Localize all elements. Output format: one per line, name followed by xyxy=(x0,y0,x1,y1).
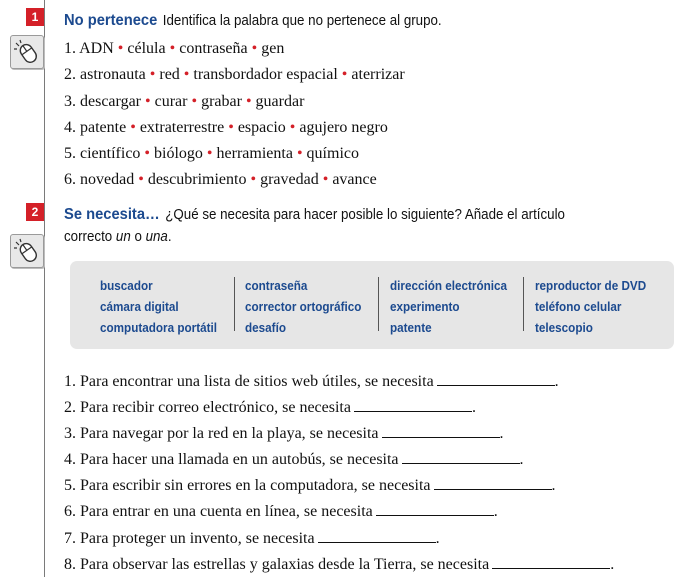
choice-word: descubrimiento xyxy=(147,171,247,189)
bullet-separator: • xyxy=(337,66,352,84)
exercise-2-question xyxy=(64,526,614,552)
exercise-1-item xyxy=(64,141,405,167)
bullet-separator: • xyxy=(113,40,128,57)
bullet-separator: • xyxy=(224,118,238,136)
exercise-1-item xyxy=(64,36,405,62)
answer-blank[interactable] xyxy=(434,477,552,490)
question-end: . xyxy=(471,399,476,417)
margin-rule xyxy=(44,0,45,577)
item-number: 4. xyxy=(64,118,76,136)
mouse-click-icon xyxy=(11,36,45,70)
word-bank-item: patente xyxy=(390,320,432,335)
exercise-2-online-button[interactable] xyxy=(10,234,44,268)
word-bank-item: buscador xyxy=(100,278,153,293)
word-bank-divider xyxy=(378,277,379,331)
question-end: . xyxy=(610,555,615,573)
choice-word: contraseña xyxy=(179,40,248,57)
choice-word: grabar xyxy=(201,92,242,110)
answer-blank[interactable] xyxy=(437,373,555,386)
choice-word: patente xyxy=(80,118,127,136)
question-end: . xyxy=(551,477,556,495)
word-bank-item: reproductor de DVD xyxy=(535,278,647,293)
word-bank-divider xyxy=(523,277,524,331)
question-text: 6. Para entrar en una cuenta en línea, se necesita xyxy=(64,503,373,521)
item-number: 2. xyxy=(64,66,76,84)
bullet-separator: • xyxy=(241,92,256,110)
question-end: . xyxy=(519,451,524,469)
bullet-separator: • xyxy=(202,145,217,163)
answer-blank[interactable] xyxy=(492,556,610,569)
choice-word: transbordador espacial xyxy=(193,66,338,84)
choice-word: novedad xyxy=(80,171,135,189)
choice-word: curar xyxy=(154,92,188,110)
question-end: . xyxy=(554,373,559,390)
choice-word: ADN xyxy=(79,40,114,57)
exercise-1-list xyxy=(64,36,405,194)
bullet-separator: • xyxy=(318,171,333,189)
word-bank-item: contraseña xyxy=(245,278,308,293)
exercise-2-instruction: ¿Qué se necesita para hacer posible lo siguiente? Añade el artículo xyxy=(165,207,565,223)
choice-word: biólogo xyxy=(154,145,203,163)
exercise-1-item xyxy=(64,89,405,115)
exercise-2-questions xyxy=(64,369,614,578)
choice-word: aterrizar xyxy=(351,66,405,84)
exercise-1-header xyxy=(64,12,442,30)
word-bank-item: computadora portátil xyxy=(100,320,218,335)
word-bank xyxy=(70,261,674,349)
bullet-separator: • xyxy=(179,66,194,84)
choice-word: astronauta xyxy=(80,66,146,84)
exercise-2-instruction-line2: correcto un o una. xyxy=(64,229,172,245)
choice-word: descargar xyxy=(80,92,141,110)
exercise-2-question xyxy=(64,473,614,499)
bullet-separator: • xyxy=(165,40,180,57)
choice-word: gravedad xyxy=(260,171,319,189)
question-text: 2. Para recibir correo electrónico, se necesita xyxy=(64,399,351,417)
question-end: . xyxy=(435,529,440,547)
exercise-2-title: Se necesita… xyxy=(64,206,160,223)
question-text: 5. Para escribir sin errores en la computadora, se necesita xyxy=(64,477,431,495)
word-bank-item: corrector ortográfico xyxy=(245,299,362,314)
question-text: 8. Para observar las estrellas y galaxias desde la Tierra, se necesita xyxy=(64,555,490,573)
answer-blank[interactable] xyxy=(376,503,494,516)
mouse-click-icon xyxy=(11,235,45,269)
exercise-1-item xyxy=(64,62,405,88)
word-bank-column-4 xyxy=(535,275,646,338)
exercise-1-online-button[interactable] xyxy=(10,35,44,69)
exercise-2-number: 2 xyxy=(26,203,44,221)
exercise-1-title: No pertenece xyxy=(64,12,158,29)
word-bank-column-2 xyxy=(245,275,361,338)
bullet-separator: • xyxy=(292,145,307,163)
word-bank-divider xyxy=(234,277,235,331)
choice-word: célula xyxy=(127,40,166,57)
exercise-1-item xyxy=(64,167,405,193)
exercise-2-question xyxy=(64,395,614,421)
answer-blank[interactable] xyxy=(354,399,472,412)
bullet-separator: • xyxy=(134,171,148,189)
answer-blank[interactable] xyxy=(402,451,520,464)
exercise-2-question xyxy=(64,369,614,395)
choice-word: agujero negro xyxy=(299,118,388,136)
item-number: 5. xyxy=(64,145,76,163)
item-number: 6. xyxy=(64,171,76,189)
bullet-separator: • xyxy=(285,118,300,136)
question-text: 1. Para encontrar una lista de sitios web útiles, se necesita xyxy=(64,373,434,390)
exercise-2-question xyxy=(64,421,614,447)
choice-word: químico xyxy=(306,145,359,163)
exercise-2-question xyxy=(64,552,614,578)
answer-blank[interactable] xyxy=(318,530,436,543)
bullet-separator: • xyxy=(187,92,202,110)
choice-word: espacio xyxy=(237,118,286,136)
exercise-2-header xyxy=(64,206,565,224)
exercise-2-question xyxy=(64,499,614,525)
bullet-separator: • xyxy=(246,171,261,189)
word-bank-column-1 xyxy=(100,275,217,338)
word-bank-column-3 xyxy=(390,275,507,338)
exercise-2-question xyxy=(64,447,614,473)
word-bank-item: telescopio xyxy=(535,320,593,335)
answer-blank[interactable] xyxy=(382,425,500,438)
choice-word: gen xyxy=(261,40,285,57)
word-bank-item: teléfono celular xyxy=(535,299,622,314)
choice-word: red xyxy=(159,66,180,84)
bullet-separator: • xyxy=(247,40,262,57)
question-end: . xyxy=(493,503,498,521)
choice-word: guardar xyxy=(255,92,305,110)
choice-word: científico xyxy=(80,145,141,163)
exercise-1-number: 1 xyxy=(26,8,44,26)
word-bank-item: cámara digital xyxy=(100,299,179,314)
item-number: 1. xyxy=(64,40,76,57)
exercise-1-instruction: Identifica la palabra que no pertenece al grupo. xyxy=(162,13,442,29)
word-bank-item: experimento xyxy=(390,299,460,314)
question-text: 4. Para hacer una llamada en un autobús, se necesita xyxy=(64,451,399,469)
bullet-separator: • xyxy=(140,145,155,163)
question-text: 7. Para proteger un invento, se necesita xyxy=(64,529,315,547)
bullet-separator: • xyxy=(141,92,155,110)
exercise-1-item xyxy=(64,115,405,141)
bullet-separator: • xyxy=(145,66,160,84)
choice-word: herramienta xyxy=(216,145,293,163)
choice-word: extraterrestre xyxy=(139,118,225,136)
bullet-separator: • xyxy=(126,118,140,136)
question-text: 3. Para navegar por la red en la playa, se necesita xyxy=(64,425,379,443)
word-bank-item: dirección electrónica xyxy=(390,278,508,293)
question-end: . xyxy=(499,425,504,443)
word-bank-item: desafío xyxy=(245,320,286,335)
item-number: 3. xyxy=(64,92,76,110)
choice-word: avance xyxy=(332,171,377,189)
